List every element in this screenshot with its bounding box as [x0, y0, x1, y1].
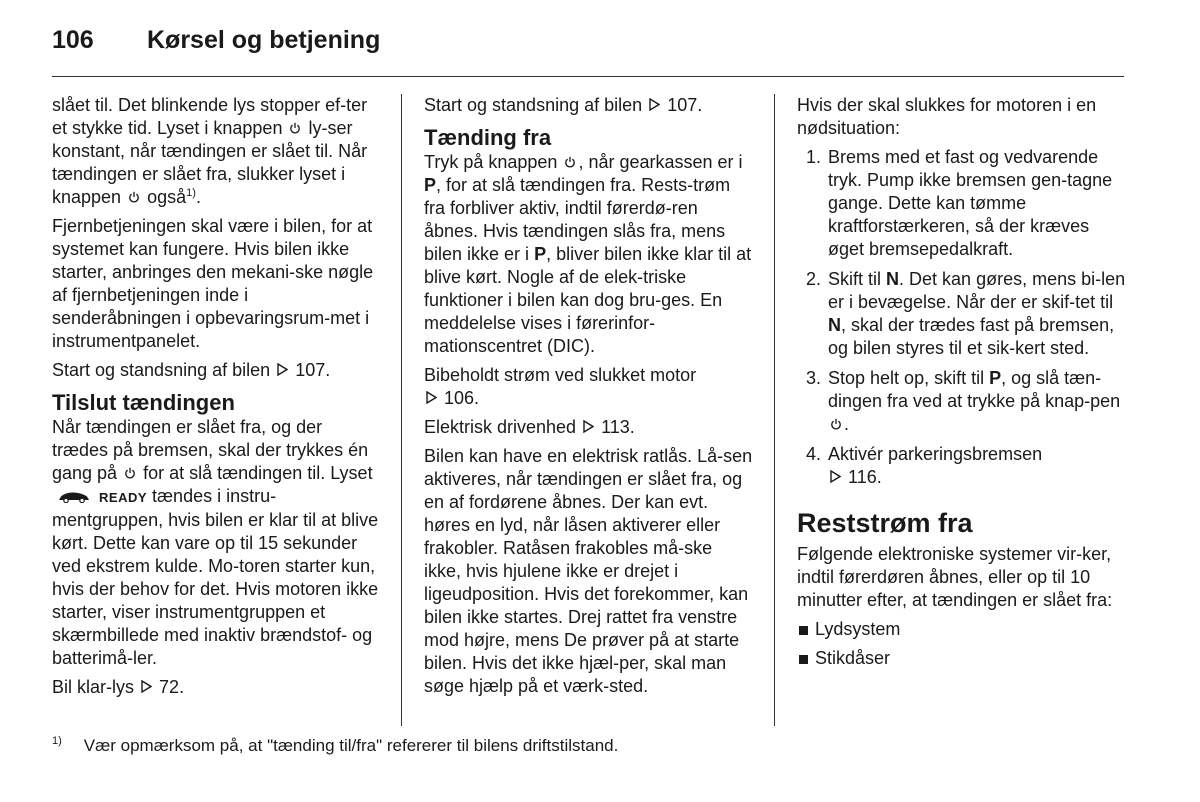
power-icon: [564, 151, 576, 174]
gear-label: N: [886, 269, 900, 289]
reference-arrow-icon: [649, 94, 660, 117]
text: Brems med et fast og vedvarende tryk. Pump ikke bremsen gen-tagne gange. Dette kan tømme kraftforstærkeren, så der kræves øget bremsepedalkraft.: [828, 147, 1113, 259]
paragraph: [52, 94, 382, 209]
gear-label: N: [828, 315, 841, 335]
text: ly-ser konstant, når tændingen er slået til. Når tændingen er slået fra, slukker lyset i knappen: [52, 118, 368, 207]
page-ref: 116.: [848, 467, 882, 487]
list-item: [797, 443, 1127, 489]
cross-reference[interactable]: [424, 416, 754, 439]
column-divider: [774, 94, 775, 726]
power-icon: [830, 413, 842, 436]
chapter-title: Kørsel og betjening: [147, 26, 381, 54]
footnote: [52, 735, 618, 759]
page-header: [52, 26, 1124, 77]
text: , og slå tæn-dingen fra ved at trykke på knap-pen: [828, 368, 1121, 411]
text: , for at slå tændingen fra. Rests-trøm fra forbliver aktiv, indtil førerdø-ren åbnes. Hvis tændingen slås fra, mens bilen ikke er i: [424, 175, 731, 264]
bullet-icon: [799, 655, 808, 664]
footnote-ref[interactable]: 1): [186, 187, 196, 199]
page-ref: 107.: [295, 360, 331, 380]
text: Stikdåser: [815, 648, 891, 668]
list-item: [797, 146, 1127, 261]
bullet-icon: [799, 626, 808, 635]
gear-label: P: [534, 244, 547, 264]
list-number: 2.: [806, 269, 822, 289]
footnote-mark: 1): [52, 735, 62, 747]
power-icon: [124, 462, 136, 485]
text: , når gearkassen er i: [578, 152, 743, 172]
text: slået til. Det blinkende lys stopper ef-ter et stykke tid. Lyset i knappen: [52, 95, 368, 138]
list-number: 1.: [806, 147, 822, 167]
column-2: [424, 94, 754, 704]
page-ref: 113.: [601, 417, 635, 437]
list-item: [797, 647, 1127, 670]
page-ref: 106.: [444, 388, 480, 408]
cross-reference[interactable]: [52, 676, 382, 699]
cross-reference[interactable]: [828, 467, 882, 487]
text: Aktivér parkeringsbremsen: [828, 444, 1043, 464]
gear-label: P: [424, 175, 437, 195]
page-number: 106: [52, 26, 94, 54]
column-3: [797, 94, 1127, 676]
paragraph: [424, 151, 754, 358]
power-icon: [128, 186, 140, 209]
numbered-list: [797, 146, 1127, 489]
paragraph: Fjernbetjeningen skal være i bilen, for at systemet kan fungere. Hvis bilen ikke starter, anbringes den mekani-ske nøgle af fjernbetjeningen inde i senderåbningen i opbevaringsrum-met i instrumentpanelet.: [52, 216, 374, 351]
page-ref: 107.: [667, 95, 703, 115]
text: også: [147, 187, 187, 207]
section-heading: Tilslut tændingen: [52, 390, 235, 415]
gear-label: P: [989, 368, 1002, 388]
list-number: 4.: [806, 444, 822, 464]
section-heading: Tænding fra: [424, 125, 552, 150]
reference-arrow-icon: [583, 416, 594, 439]
page-ref: 72.: [159, 677, 185, 697]
text: Elektrisk drivenhed: [424, 417, 577, 437]
text: Stop helt op, skift til: [828, 368, 985, 388]
list-number: 3.: [806, 368, 822, 388]
paragraph: Hvis der skal slukkes for motoren i en nødsituation:: [797, 95, 1097, 138]
paragraph: [52, 416, 382, 670]
text: .: [195, 187, 201, 207]
reference-arrow-icon: [830, 466, 841, 489]
text: Start og standsning af bilen: [52, 360, 271, 380]
text: tændes i instru-mentgruppen, hvis bilen er klar til at blive kørt. Dette kan vare op til 15 sekunder ved ekstrem kulde. Mo-toren starter kun, hvis der behov for det. Hvis motoren ikke starter, viser instrumentgruppen et skærmbillede med inaktiv brændstof- og batterimå-ler.: [52, 486, 379, 668]
list-item: [797, 367, 1127, 436]
reference-arrow-icon: [277, 359, 288, 382]
paragraph: Følgende elektroniske systemer vir-ker, indtil førerdøren åbnes, eller op til 10 minutter efter, at tændingen er slået fra:: [797, 544, 1113, 610]
ready-indicator: READY: [99, 490, 148, 505]
list-item: [797, 618, 1127, 641]
text: for at slå tændingen til. Lyset: [143, 463, 373, 483]
column-1: [52, 94, 382, 705]
text: Bil klar-lys: [52, 677, 135, 697]
cross-reference[interactable]: [52, 359, 382, 382]
cross-reference[interactable]: [424, 364, 754, 410]
cross-reference[interactable]: [424, 94, 754, 117]
text: , bliver bilen ikke klar til at blive kørt. Nogle af de elek-triske funktioner i bilen kan dog bru-ges. En meddelelse vises i førerinfor-mationscentret (DIC).: [424, 244, 752, 356]
list-item: [797, 268, 1127, 360]
footnote-text: Vær opmærksom på, at "tænding til/fra" refererer til bilens driftstilstand.: [83, 736, 619, 755]
section-heading: Reststrøm fra: [797, 508, 973, 538]
reference-arrow-icon: [141, 676, 152, 699]
text: .: [844, 414, 850, 434]
paragraph: Bilen kan have en elektrisk ratlås. Lå-sen aktiveres, når tændingen er slået fra, og en af fordørene åbnes. Der kan evt. høres en lyd, når låsen aktiverer eller frakobler. Ratåsen frakobles må-ske ikke, hvis hjulene ikke er drejet i ligeudposition. Hvis det forekommer, kan bilen ikke startes. Drej rattet fra venstre mod højre, mens De prøver på at starte bilen. Hvis det ikke hjæl-per, skal man søge hjælp på et værk-sted.: [424, 446, 753, 696]
text: Lydsystem: [815, 619, 901, 639]
text: Tryk på knappen: [424, 152, 558, 172]
text: , skal der trædes fast på bremsen, og bilen styres til et sik-kert sted.: [828, 315, 1115, 358]
bullet-list: [797, 618, 1127, 670]
column-divider: [401, 94, 402, 726]
text: Når tændingen er slået fra, og der trædes på bremsen, skal der trykkes én gang på: [52, 417, 369, 483]
text: Start og standsning af bilen: [424, 95, 643, 115]
power-icon: [289, 117, 301, 140]
reference-arrow-icon: [426, 387, 437, 410]
text: . Det kan gøres, mens bi-len er i bevægelse. Når der er skif-tet til: [828, 269, 1126, 312]
text: Skift til: [828, 269, 882, 289]
text: Bibeholdt strøm ved slukket motor: [424, 365, 697, 385]
car-icon: [58, 486, 90, 509]
